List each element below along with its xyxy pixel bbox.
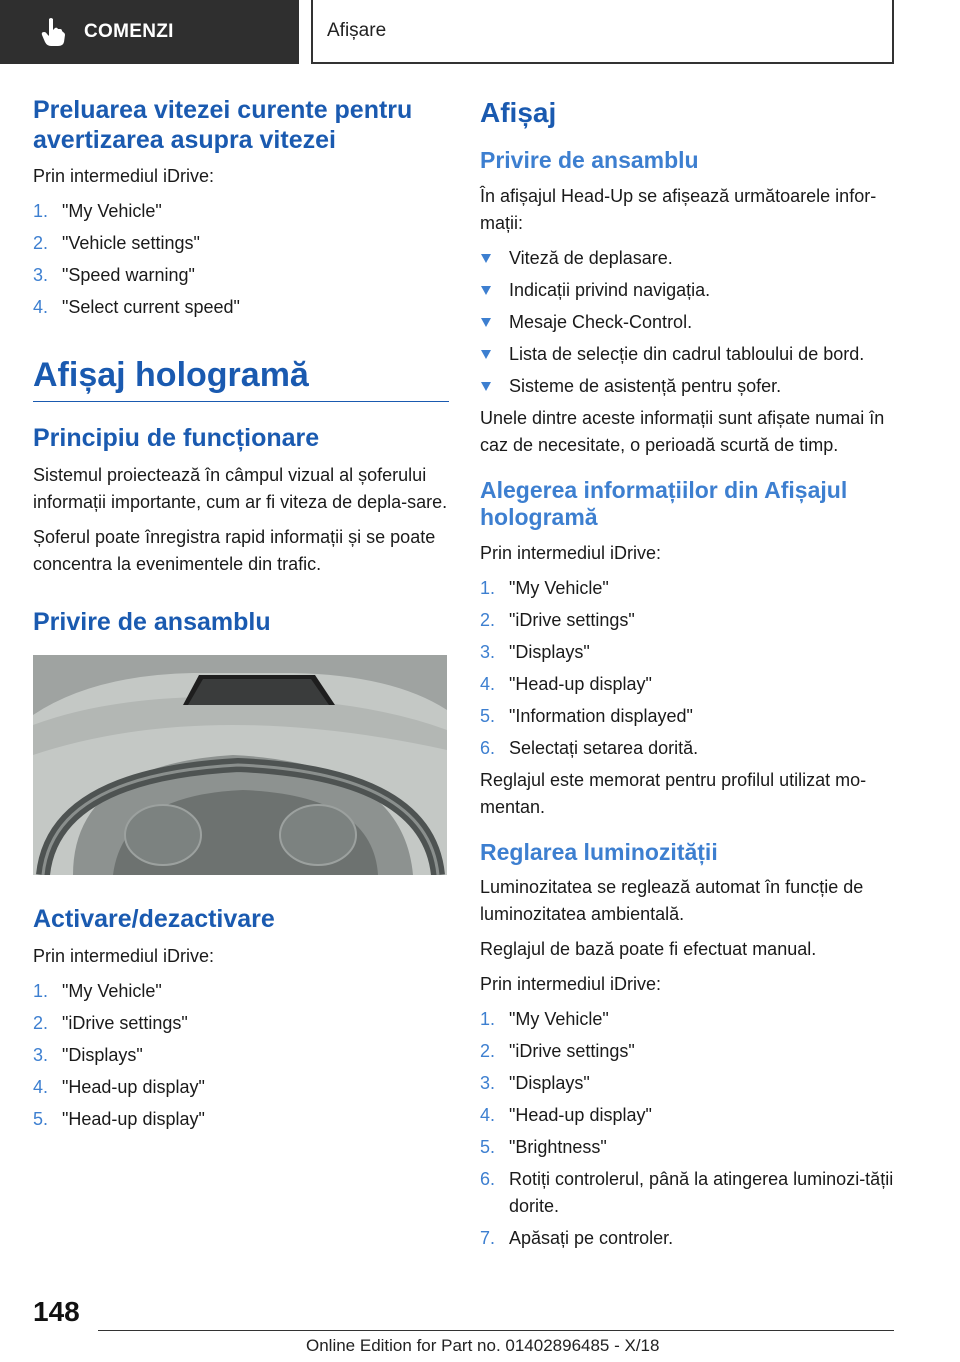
brightness-intro: Prin intermediul iDrive: bbox=[480, 974, 662, 995]
principle-text-1: Sistemul proiectează în câmpul vizual al șoferului informații importante, cum ar fi viteza de depla-sare. bbox=[33, 464, 448, 512]
list-item: Viteză de deplasare. bbox=[480, 245, 896, 272]
list-item: 6. Selectați setarea dorită. bbox=[480, 737, 699, 758]
list-item: 5. "Information displayed" bbox=[480, 705, 693, 726]
overview-intro: În afișajul Head-Up se afișează următoarele infor-mații: bbox=[480, 185, 877, 233]
list-item: 1. "My Vehicle" bbox=[480, 577, 609, 598]
brightness-text-1: Luminozitatea se reglează automat în funcție de luminozitatea ambientală. bbox=[480, 877, 864, 925]
choose-info-steps bbox=[480, 575, 896, 762]
list-item: 3. "Speed warning" bbox=[33, 265, 195, 285]
dashboard-image bbox=[33, 655, 447, 875]
list-item: 5. "Head-up display" bbox=[33, 1108, 205, 1129]
chapter-title: Afișaj hologramă bbox=[33, 356, 309, 394]
section-header bbox=[311, 0, 894, 64]
principle-text-2: Șoferul poate înregistra rapid informații și se poate concentra la evenimentele din trafic. bbox=[33, 526, 436, 574]
choose-info-note: Reglajul este memorat pentru profilul utilizat mo-mentan. bbox=[480, 769, 867, 817]
brightness-steps bbox=[480, 1006, 896, 1252]
footer-divider bbox=[98, 1330, 894, 1331]
list-item: 5. "Brightness" bbox=[480, 1137, 607, 1158]
triangle-bullet-icon bbox=[481, 318, 491, 327]
choose-info-intro: Prin intermediul iDrive: bbox=[480, 542, 662, 563]
triangle-bullet-icon bbox=[481, 350, 491, 359]
list-item: 2. "iDrive settings" bbox=[480, 609, 635, 630]
list-item: Lista de selecție din cadrul tabloului de bord. bbox=[480, 341, 896, 368]
list-item: 1. "My Vehicle" bbox=[480, 1009, 609, 1030]
list-item: 2. "Vehicle settings" bbox=[33, 233, 200, 253]
list-item: 2. "iDrive settings" bbox=[33, 1012, 188, 1033]
overview-heading-left: Privire de ansamblu bbox=[33, 607, 271, 636]
list-item: 1. "My Vehicle" bbox=[33, 980, 162, 1001]
list-item: Indicații privind navigația. bbox=[480, 277, 896, 304]
left-column bbox=[33, 96, 449, 1138]
right-column bbox=[480, 96, 896, 1257]
list-item: 4. "Head-up display" bbox=[480, 673, 652, 694]
speed-warning-heading: Preluarea vitezei curente pentru avertizarea asupra vitezei bbox=[33, 96, 413, 154]
speed-warning-steps bbox=[33, 198, 449, 321]
overview-note: Unele dintre aceste informații sunt afișate numai în caz de necesitate, o perioadă scurtă de timp. bbox=[480, 407, 885, 455]
triangle-bullet-icon bbox=[481, 286, 491, 295]
list-item: Mesaje Check-Control. bbox=[480, 309, 896, 336]
principle-heading: Principiu de funcționare bbox=[33, 424, 320, 453]
list-item: 4. "Head-up display" bbox=[480, 1105, 652, 1126]
chapter-label: COMENZI bbox=[84, 21, 174, 42]
list-item: 6. Rotiți controlerul, până la atingerea luminozi-tății dorite. bbox=[480, 1169, 894, 1217]
list-item: 1. "My Vehicle" bbox=[33, 201, 162, 221]
triangle-bullet-icon bbox=[481, 382, 491, 391]
activation-intro: Prin intermediul iDrive: bbox=[33, 945, 215, 966]
activation-heading: Activare/dezactivare bbox=[33, 905, 275, 934]
choose-info-heading: Alegerea informațiilor din Afișajul hologramă bbox=[480, 476, 848, 531]
list-item: 3. "Displays" bbox=[33, 1044, 143, 1065]
list-item: 3. "Displays" bbox=[480, 641, 590, 662]
list-item: 4. "Head-up display" bbox=[33, 1076, 205, 1097]
list-item: 4. "Select current speed" bbox=[33, 297, 240, 317]
list-item: 3. "Displays" bbox=[480, 1073, 590, 1094]
activation-steps bbox=[33, 978, 449, 1133]
page-number: 148 bbox=[33, 1296, 80, 1327]
list-item: 2. "iDrive settings" bbox=[480, 1041, 635, 1062]
hud-illustration bbox=[33, 655, 447, 875]
triangle-bullet-icon bbox=[481, 254, 491, 263]
list-item: 7. Apăsați pe controler. bbox=[480, 1228, 674, 1249]
list-item: Sisteme de asistență pentru șofer. bbox=[480, 373, 896, 400]
edition-text: Online Edition for Part no. 01402896485 - X/18 bbox=[306, 1336, 660, 1355]
section-label: Afișare bbox=[327, 20, 387, 41]
hand-pointer-icon bbox=[40, 17, 66, 47]
overview-bullets bbox=[480, 245, 896, 400]
display-heading: Afișaj bbox=[480, 97, 557, 128]
chapter-tab[interactable] bbox=[0, 0, 299, 64]
overview-heading-right: Privire de ansamblu bbox=[480, 147, 699, 174]
speed-warning-intro: Prin intermediul iDrive: bbox=[33, 166, 215, 186]
brightness-heading: Reglarea luminozității bbox=[480, 838, 718, 865]
brightness-text-2: Reglajul de bază poate fi efectuat manual. bbox=[480, 939, 817, 960]
chapter-title-block bbox=[33, 356, 449, 402]
